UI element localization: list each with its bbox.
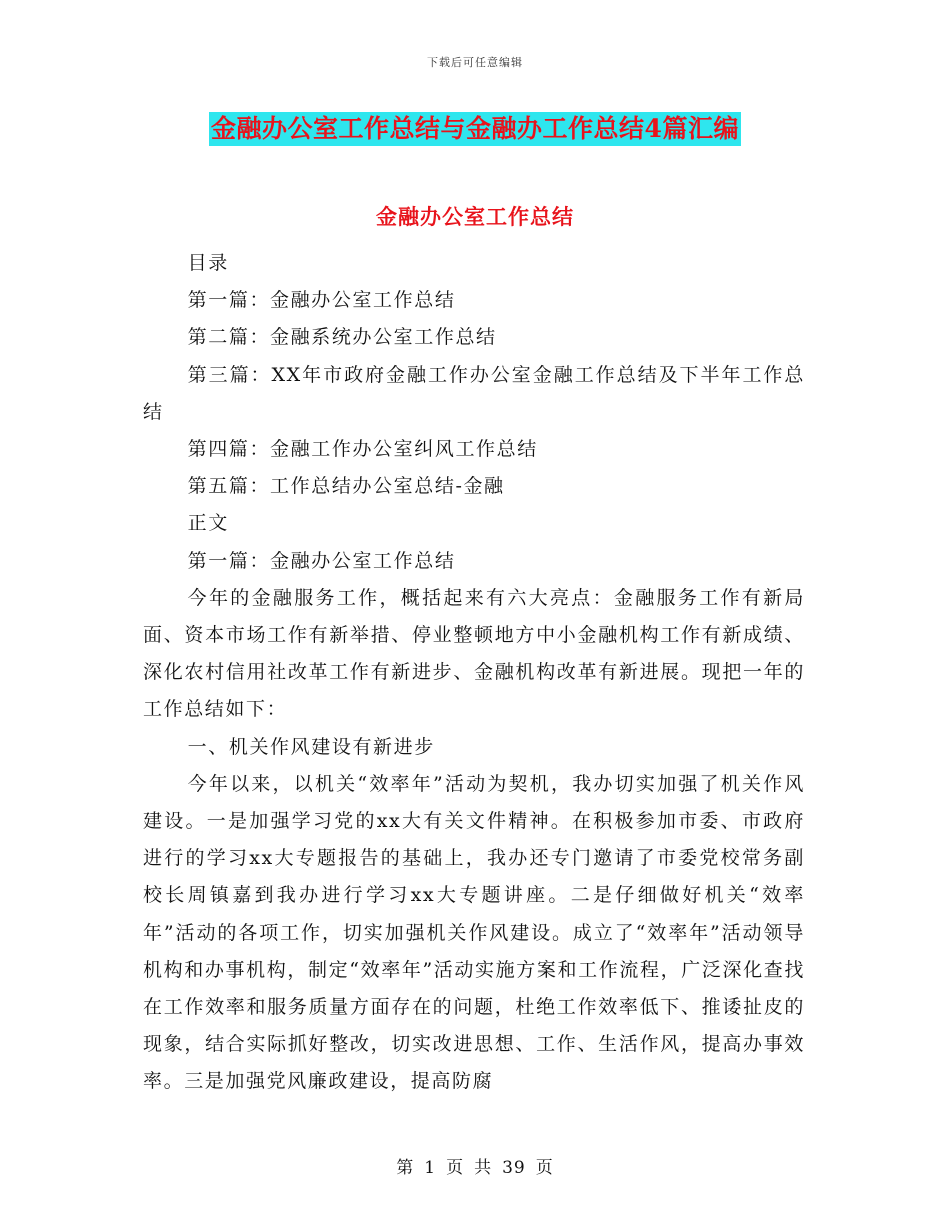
- document-body: [143, 245, 805, 1101]
- current-page-number: 1: [424, 1158, 437, 1178]
- footer-suffix: 页: [535, 1158, 554, 1178]
- body-heading: 正文: [187, 512, 229, 535]
- total-pages: 39: [502, 1158, 526, 1178]
- toc-item: 第一篇：金融办公室工作总结: [187, 289, 456, 312]
- document-title: [0, 112, 950, 146]
- chapter-title: 第一篇：金融办公室工作总结: [187, 549, 456, 572]
- footer-page-word: 页: [446, 1158, 465, 1178]
- toc-item: 第三篇：XX年市政府金融工作办公室金融工作总结及下半年工作总结: [143, 363, 805, 423]
- footer-total-word: 共: [474, 1158, 493, 1178]
- section-title: 金融办公室工作总结: [376, 204, 574, 229]
- paragraph: 一、机关作风建设有新进步: [187, 735, 435, 758]
- toc-heading: 目录: [187, 252, 229, 274]
- toc-item: 第二篇：金融系统办公室工作总结: [187, 326, 497, 349]
- document-title-text: 金融办公室工作总结与金融办工作总结4篇汇编: [209, 112, 741, 146]
- toc-item: 第五篇：工作总结办公室总结-金融: [187, 475, 505, 498]
- header-note: 下载后可任意编辑: [427, 56, 523, 69]
- footer-prefix: 第: [396, 1158, 415, 1178]
- page-footer: [0, 1153, 950, 1178]
- toc-item: 第四篇：金融工作办公室纠风工作总结: [187, 438, 538, 461]
- paragraph: 今年以来，以机关“效率年”活动为契机，我办切实加强了机关作风建设。一是加强学习党的xx大有关文件精神。在积极参加市委、市政府进行的学习xx大专题报告的基础上，我办还专门邀请了市委党校常务副校长周镇嘉到我办进行学习xx大专题讲座。二是仔细做好机关“效率年”活动的各项工作，切实加强机关作风建设。成立了“效率年”活动领导机构和办事机构，制定“效率年”活动实施方案和工作流程，广泛深化查找在工作效率和服务质量方面存在的问题，杜绝工作效率低下、推诿扯皮的现象，结合实际抓好整改，切实改进思想、工作、生活作风，提高办事效率。三是加强党风廉政建设，提高防腐: [143, 772, 805, 1093]
- paragraph: 今年的金融服务工作，概括起来有六大亮点：金融服务工作有新局面、资本市场工作有新举措、停业整顿地方中小金融机构工作有新成绩、深化农村信用社改革工作有新进步、金融机构改革有新进展。现把一年的工作总结如下：: [143, 586, 805, 721]
